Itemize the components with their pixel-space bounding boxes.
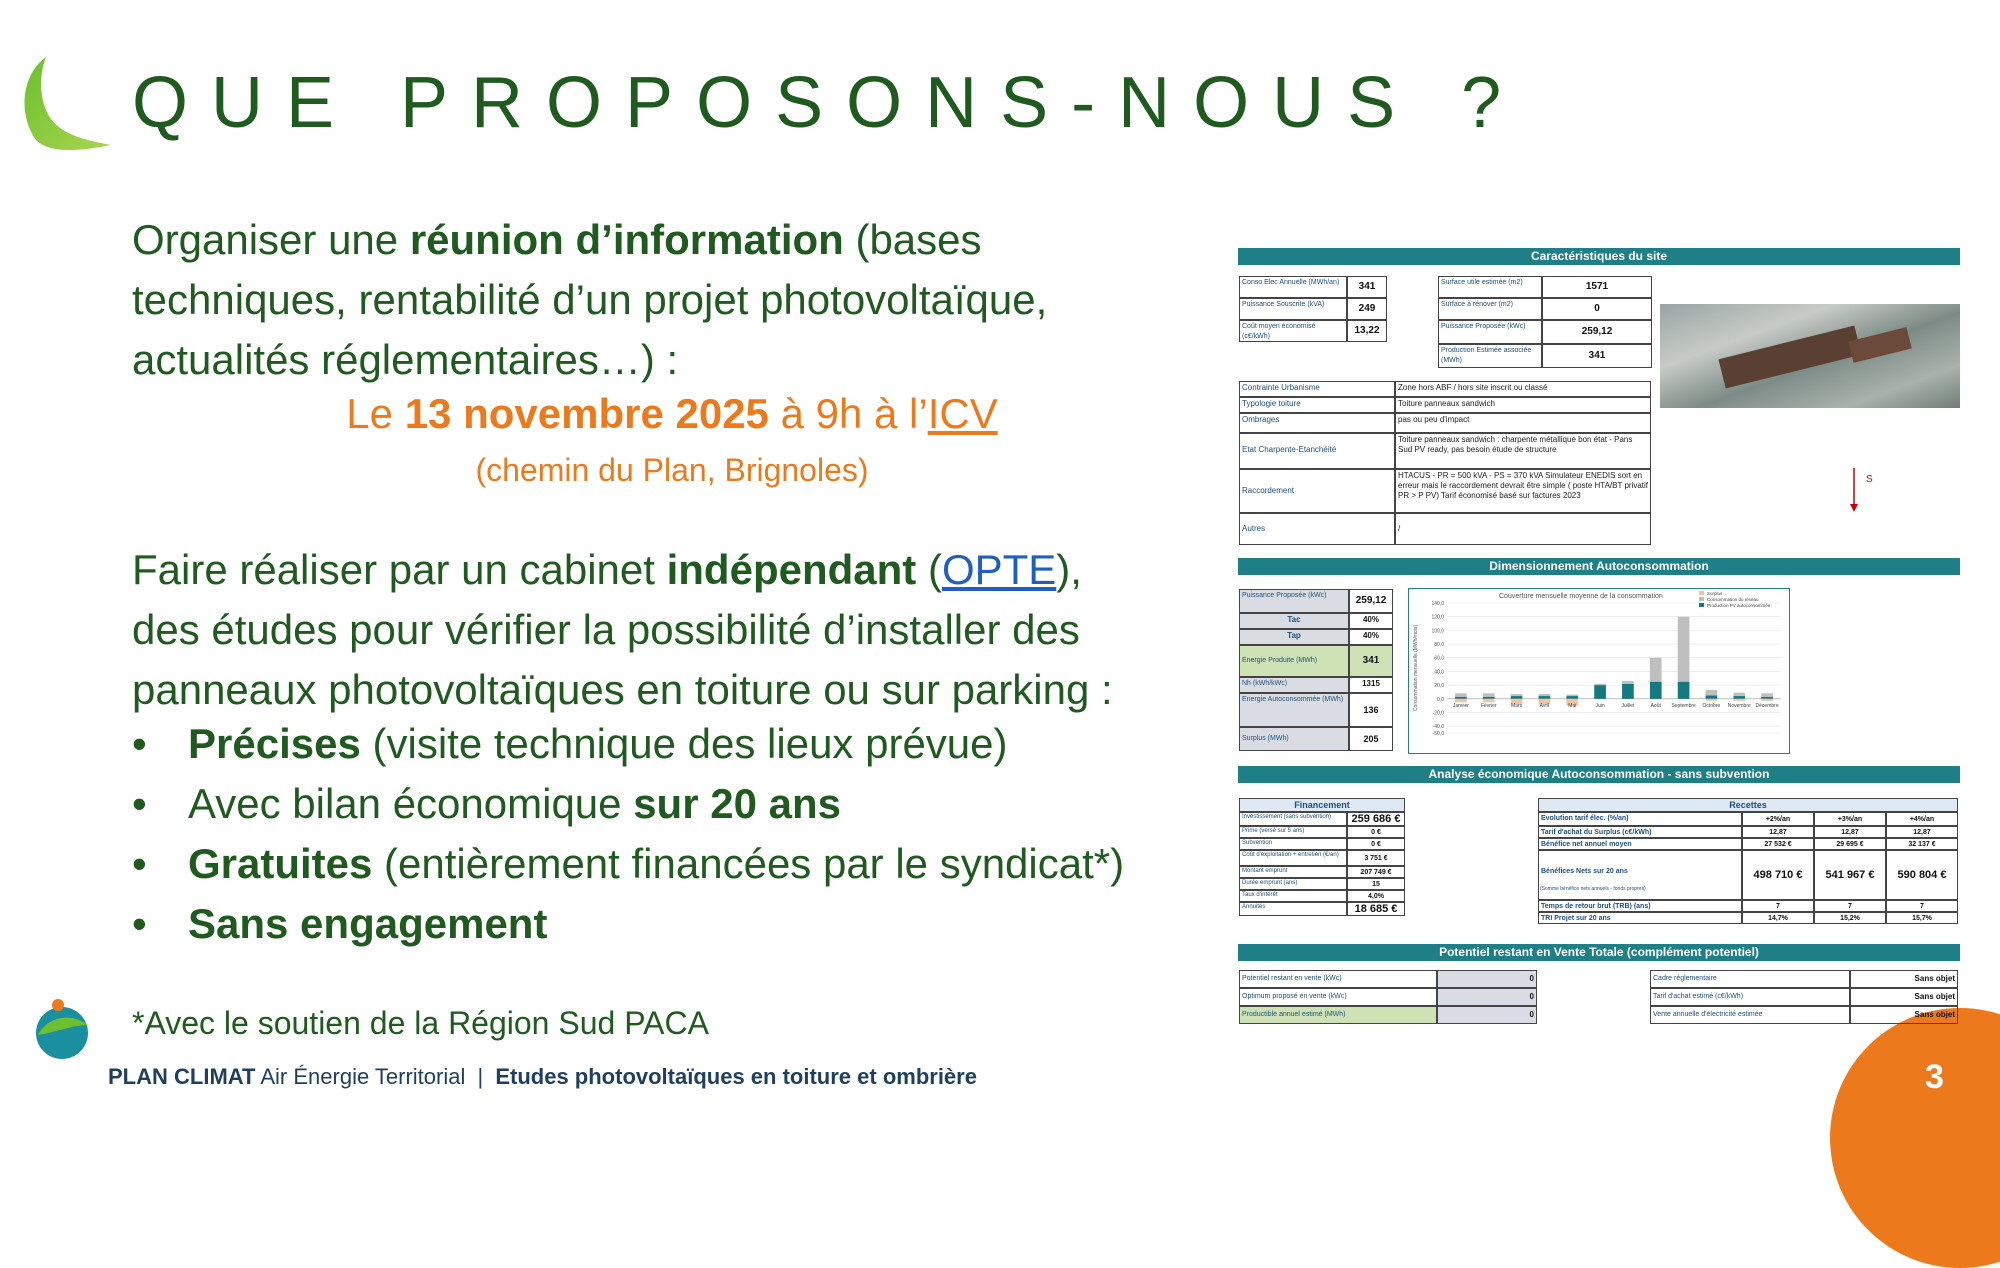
chart-xtick-label: Juillet [1621,702,1635,709]
event-le: Le [346,390,405,437]
south-arrow-icon [1849,466,1863,514]
detail-label: Contrainte Urbanisme [1239,381,1395,397]
chart-ytick-label: 100,0 [1431,628,1444,635]
event-address: (chemin du Plan, Brignoles) [475,452,869,488]
financing-value: 15 [1347,878,1405,890]
revenue-label: Bénéfices Nets sur 20 ans [1538,850,1742,900]
sizing-label: Tap [1239,629,1349,645]
bullet-item [132,720,1008,768]
revenue-value: 32 137 € [1886,838,1958,850]
chart-ytick-label: -20,0 [1432,710,1444,717]
chart-bar [1733,699,1745,701]
detail-value: Toiture panneaux sandwich [1395,397,1651,413]
intro-bold: réunion d’information [409,216,844,263]
footer-brand-bold: PLAN CLIMAT [108,1064,256,1089]
chart-bar [1761,693,1773,696]
chart-bar [1761,699,1773,701]
detail-label: Typologie toiture [1239,397,1395,413]
bullet-bold: Précises [188,720,361,767]
financing-value: 3 751 € [1347,850,1405,866]
chart-bar [1566,695,1578,696]
chart-xtick-label: Mars [1511,702,1523,709]
event-date: 13 novembre 2025 [404,390,769,437]
chart-bar [1511,696,1523,699]
revenue-label: Tarif d'achat du Surplus (c€/kWh) [1538,826,1742,838]
revenue-value: 29 695 € [1814,838,1886,850]
footer-separator: | [477,1064,484,1089]
chart-xtick-label: Novembre [1727,702,1751,709]
detail-label: Ombrages [1239,413,1395,433]
financing-label: Subvention [1239,838,1347,850]
revenue-value: 27 532 € [1742,838,1814,850]
potential-label: Tarif d'achat estimé (c€/kWh) [1650,988,1850,1006]
chart-bar [1622,681,1634,684]
revenue-value: 498 710 € [1742,850,1814,900]
detail-value: pas ou peu d'impact [1395,413,1651,433]
sizing-value: 341 [1349,645,1393,677]
chart-bar [1650,682,1662,699]
sizing-header: Dimensionnement Autoconsommation [1238,558,1960,575]
bullet-item [132,840,1124,888]
bullet-item [132,900,547,948]
detail-value: / [1395,513,1651,545]
chart-title: Couverture mensuelle moyenne de la consommation [1499,593,1663,600]
intro-line2: techniques, rentabilité d’un projet photovoltaïque, [132,276,1048,323]
chart-ytick-label: 140,0 [1431,601,1444,607]
potential-value: Sans objet [1850,988,1958,1006]
chart-bar [1706,699,1718,701]
revenue-value: 7 [1886,900,1958,912]
potential-label: Optimum proposé en vente (kWc) [1239,988,1437,1006]
intro-line3: actualités réglementaires…) : [132,336,679,383]
studies-paren: ( [916,546,942,593]
bullet-marker: • [132,720,147,767]
sizing-value: 136 [1349,693,1393,727]
site-left-label: Coût moyen économisé (c€/kWh) [1239,320,1347,342]
potential-label: Productible annuel estimé (MWh) [1239,1006,1437,1024]
site-header: Caractéristiques du site [1238,248,1960,265]
revenue-value: +2%/an [1742,812,1814,826]
sizing-value: 205 [1349,727,1393,751]
revenue-title: Recettes [1538,798,1958,812]
chart-bar [1761,697,1773,699]
chart-bar [1733,696,1745,699]
sizing-label: Surplus (MWh) [1239,727,1349,751]
bullet-marker: • [132,780,147,827]
studies-line2: des études pour vérifier la possibilité d’installer des [132,606,1080,653]
studies-paragraph [132,540,1113,720]
chart-xtick-label: Octobre [1702,702,1721,709]
chart-legend-swatch [1699,597,1704,601]
studies-bold: indépendant [666,546,917,593]
financing-label: Durée emprunt (ans) [1239,878,1347,890]
potential-value: Sans objet [1850,970,1958,988]
roof-panels [1848,327,1912,363]
financing-title: Financement [1239,798,1405,812]
chart-ytick-label: 60,0 [1434,655,1444,662]
financing-label: Investissement (sans subvention) [1239,812,1347,826]
site-left-value: 249 [1347,298,1387,320]
potential-label: Cadre réglementaire [1650,970,1850,988]
chart-ytick-label: -50,0 [1432,731,1444,737]
bullet-marker: • [132,900,147,947]
footer-brand-rest: Air Énergie Territorial [255,1064,466,1089]
sizing-label: Energie Produite (MWh) [1239,645,1349,677]
detail-label: Raccordement [1239,469,1395,513]
chart-xtick-label: Mai [1568,702,1577,709]
economics-header: Analyse économique Autoconsommation - sans subvention [1238,766,1960,783]
bullet-text: Avec bilan économique [188,780,634,827]
chart-bar [1483,697,1495,699]
page-number: 3 [1925,1058,1944,1096]
financing-value: 207 749 € [1347,866,1405,878]
potential-label: Potentiel restant en vente (kWc) [1239,970,1437,988]
revenue-label: Evolution tarif élec. (%/an) [1538,812,1742,826]
consumption-chart [1408,588,1790,754]
site-right-label: Surface utile estimée (m2) [1438,276,1542,298]
event-time: à 9h à l’ [768,390,928,437]
intro-paragraph [132,210,1047,390]
chart-bar [1678,617,1690,682]
financing-value: 0 € [1347,826,1405,838]
site-right-value: 341 [1542,344,1652,368]
financing-label: Coût d'exploitation + entretien (€/an) [1239,850,1347,866]
revenue-label: TRI Projet sur 20 ans [1538,912,1742,924]
potential-value: Sans objet [1850,1006,1958,1024]
chart-bar [1483,699,1495,702]
sizing-label: Tac [1239,613,1349,629]
revenue-value: 12,87 [1814,826,1886,838]
site-left-value: 341 [1347,276,1387,298]
compass-label: S [1866,474,1873,485]
chart-ytick-label: 20,0 [1434,683,1444,690]
site-right-label: Production Estimée associée (MWh) [1438,344,1542,368]
chart-ytick-label: 40,0 [1434,669,1444,676]
detail-value: HTACUS - PR = 500 kVA - PS = 370 kVA Simulateur ENEDIS sort en erreur mais le raccordement devrait être simple ( poste HTA/BT privatif PR > P PV) Tarif économisé basé sur factures 2023 [1395,469,1651,513]
sizing-label: Energie Autoconsommée (MWh) [1239,693,1349,727]
financing-value: 18 685 € [1347,902,1405,916]
financing-label: Montant emprunt [1239,866,1347,878]
site-right-label: Surface à rénover (m2) [1438,298,1542,320]
site-right-value: 259,12 [1542,320,1652,344]
chart-bar [1650,658,1662,682]
potential-value: 0 [1437,988,1537,1006]
revenue-value: 7 [1742,900,1814,912]
event-line [0,390,1344,438]
financing-value: 259 686 € [1347,812,1405,826]
chart-ylabel: Consommation mensuelle (MWh/mois) [1413,624,1419,712]
page-title: QUE PROPOSONS-NOUS ? [132,63,1525,143]
chart-xtick-label: Septembre [1671,702,1696,709]
bullet-bold: sur 20 ans [633,780,841,827]
studies-text: Faire réaliser par un cabinet [132,546,667,593]
chart-legend-label: Production PV autoconsommée [1707,603,1771,608]
chart-xtick-label: Janvier [1452,702,1469,709]
leaf-logo-icon [16,55,116,155]
revenue-value: 12,87 [1742,826,1814,838]
bullet-marker: • [132,840,147,887]
revenue-value: 14,7% [1742,912,1814,924]
chart-ytick-label: 0,0 [1437,696,1444,703]
chart-bar [1706,690,1718,695]
site-right-value: 1571 [1542,276,1652,298]
icv-link[interactable]: ICV [927,390,998,437]
chart-bar [1539,696,1551,699]
chart-legend-swatch [1699,591,1704,595]
chart-ytick-label: -40,0 [1432,724,1444,731]
detail-value: Toiture panneaux sandwich : charpente métallique bon état - Pans Sud PV ready, pas besoin étude de structure [1395,433,1651,469]
sizing-label: Puissance Proposée (kWc) [1239,589,1349,613]
revenue-label: Bénéfice net annuel moyen [1538,838,1742,850]
revenue-value: 15,7% [1886,912,1958,924]
chart-xtick-label: Juin [1595,702,1605,709]
bullet-bold: Gratuites [188,840,373,887]
chart-bar [1678,682,1690,699]
revenue-value: 590 804 € [1886,850,1958,900]
intro-text: Organiser une [132,216,410,263]
revenue-value: 7 [1814,900,1886,912]
revenue-value: +4%/an [1886,812,1958,826]
bullet-text: (visite technique des lieux prévue) [360,720,1008,767]
revenue-label: Temps de retour brut (TRB) (ans) [1538,900,1742,912]
chart-legend-swatch [1699,603,1704,607]
potential-value: 0 [1437,970,1537,988]
opte-link[interactable]: OPTE [941,546,1057,593]
chart-ytick-label: 120,0 [1431,614,1444,621]
sizing-value: 40% [1349,629,1393,645]
bullet-item [132,780,841,828]
potential-header: Potentiel restant en Vente Totale (complément potentiel) [1238,944,1960,961]
sizing-value: 259,12 [1349,589,1393,613]
site-left-label: Puissance Souscrite (kVA) [1239,298,1347,320]
potential-label: Vente annuelle d'électricité estimée [1650,1006,1850,1024]
bullet-text: (entièrement financées par le syndicat*) [372,840,1125,887]
financing-label: Taux d'intérêt [1239,890,1347,902]
site-right-value: 0 [1542,298,1652,320]
footer [108,1064,977,1090]
intro-text-end: (bases [843,216,982,263]
chart-legend-label: Surplus [1707,591,1723,596]
chart-legend-label: Consommation du réseau [1707,597,1759,602]
financing-label: Prime (versé sur 5 ans) [1239,826,1347,838]
chart-bar [1455,699,1467,702]
detail-value: Zone hors ABF / hors site inscrit ou classé [1395,381,1651,397]
financing-value: 4,0% [1347,890,1405,902]
chart-bar [1622,684,1634,699]
chart-bar [1483,693,1495,696]
studies-line3: panneaux photovoltaïques en toiture ou sur parking : [132,666,1113,713]
chart-bar [1706,695,1718,698]
chart-bar [1566,696,1578,699]
footnote: *Avec le soutien de la Région Sud PACA [132,1005,709,1041]
sizing-label: Nh (kWh/kWc) [1239,677,1349,693]
studies-paren-end: ), [1056,546,1082,593]
detail-label: Autres [1239,513,1395,545]
sizing-value: 1315 [1349,677,1393,693]
chart-bar [1455,697,1467,699]
roof-panels [1718,326,1861,389]
chart-bar [1511,694,1523,696]
revenue-note: (Somme bénéfice nets annuels - fonds propres) [1540,886,1646,892]
chart-xtick-label: Février [1480,702,1497,709]
study-sheet [1238,246,1962,1034]
sizing-value: 40% [1349,613,1393,629]
revenue-value: 12,87 [1886,826,1958,838]
chart-xtick-label: Août [1650,702,1661,709]
chart-bar [1594,685,1606,699]
bullet-bold: Sans engagement [188,900,548,947]
chart-bar [1594,684,1606,685]
chart-bar [1539,694,1551,696]
footer-subtitle: Etudes photovoltaïques en toiture et ombrière [495,1064,977,1089]
revenue-value: 15,2% [1814,912,1886,924]
revenue-value: 541 967 € [1814,850,1886,900]
chart-xtick-label: Décembre [1755,702,1779,709]
potential-value: 0 [1437,1006,1537,1024]
detail-label: Etat Charpente-Etanchéité [1239,433,1395,469]
chart-bar [1455,693,1467,696]
financing-value: 0 € [1347,838,1405,850]
revenue-value: +3%/an [1814,812,1886,826]
plan-climat-logo-icon [28,995,96,1063]
chart-xtick-label: Avril [1539,702,1550,709]
site-right-label: Puissance Proposée (kWc) [1438,320,1542,344]
chart-bar [1733,693,1745,696]
aerial-photo [1660,304,1960,408]
site-left-label: Conso Elec Annuelle (MWh/an) [1239,276,1347,298]
site-left-value: 13,22 [1347,320,1387,342]
financing-label: Annuités [1239,902,1347,916]
chart-ytick-label: 80,0 [1434,642,1444,649]
page-number-badge [1830,1008,2000,1268]
